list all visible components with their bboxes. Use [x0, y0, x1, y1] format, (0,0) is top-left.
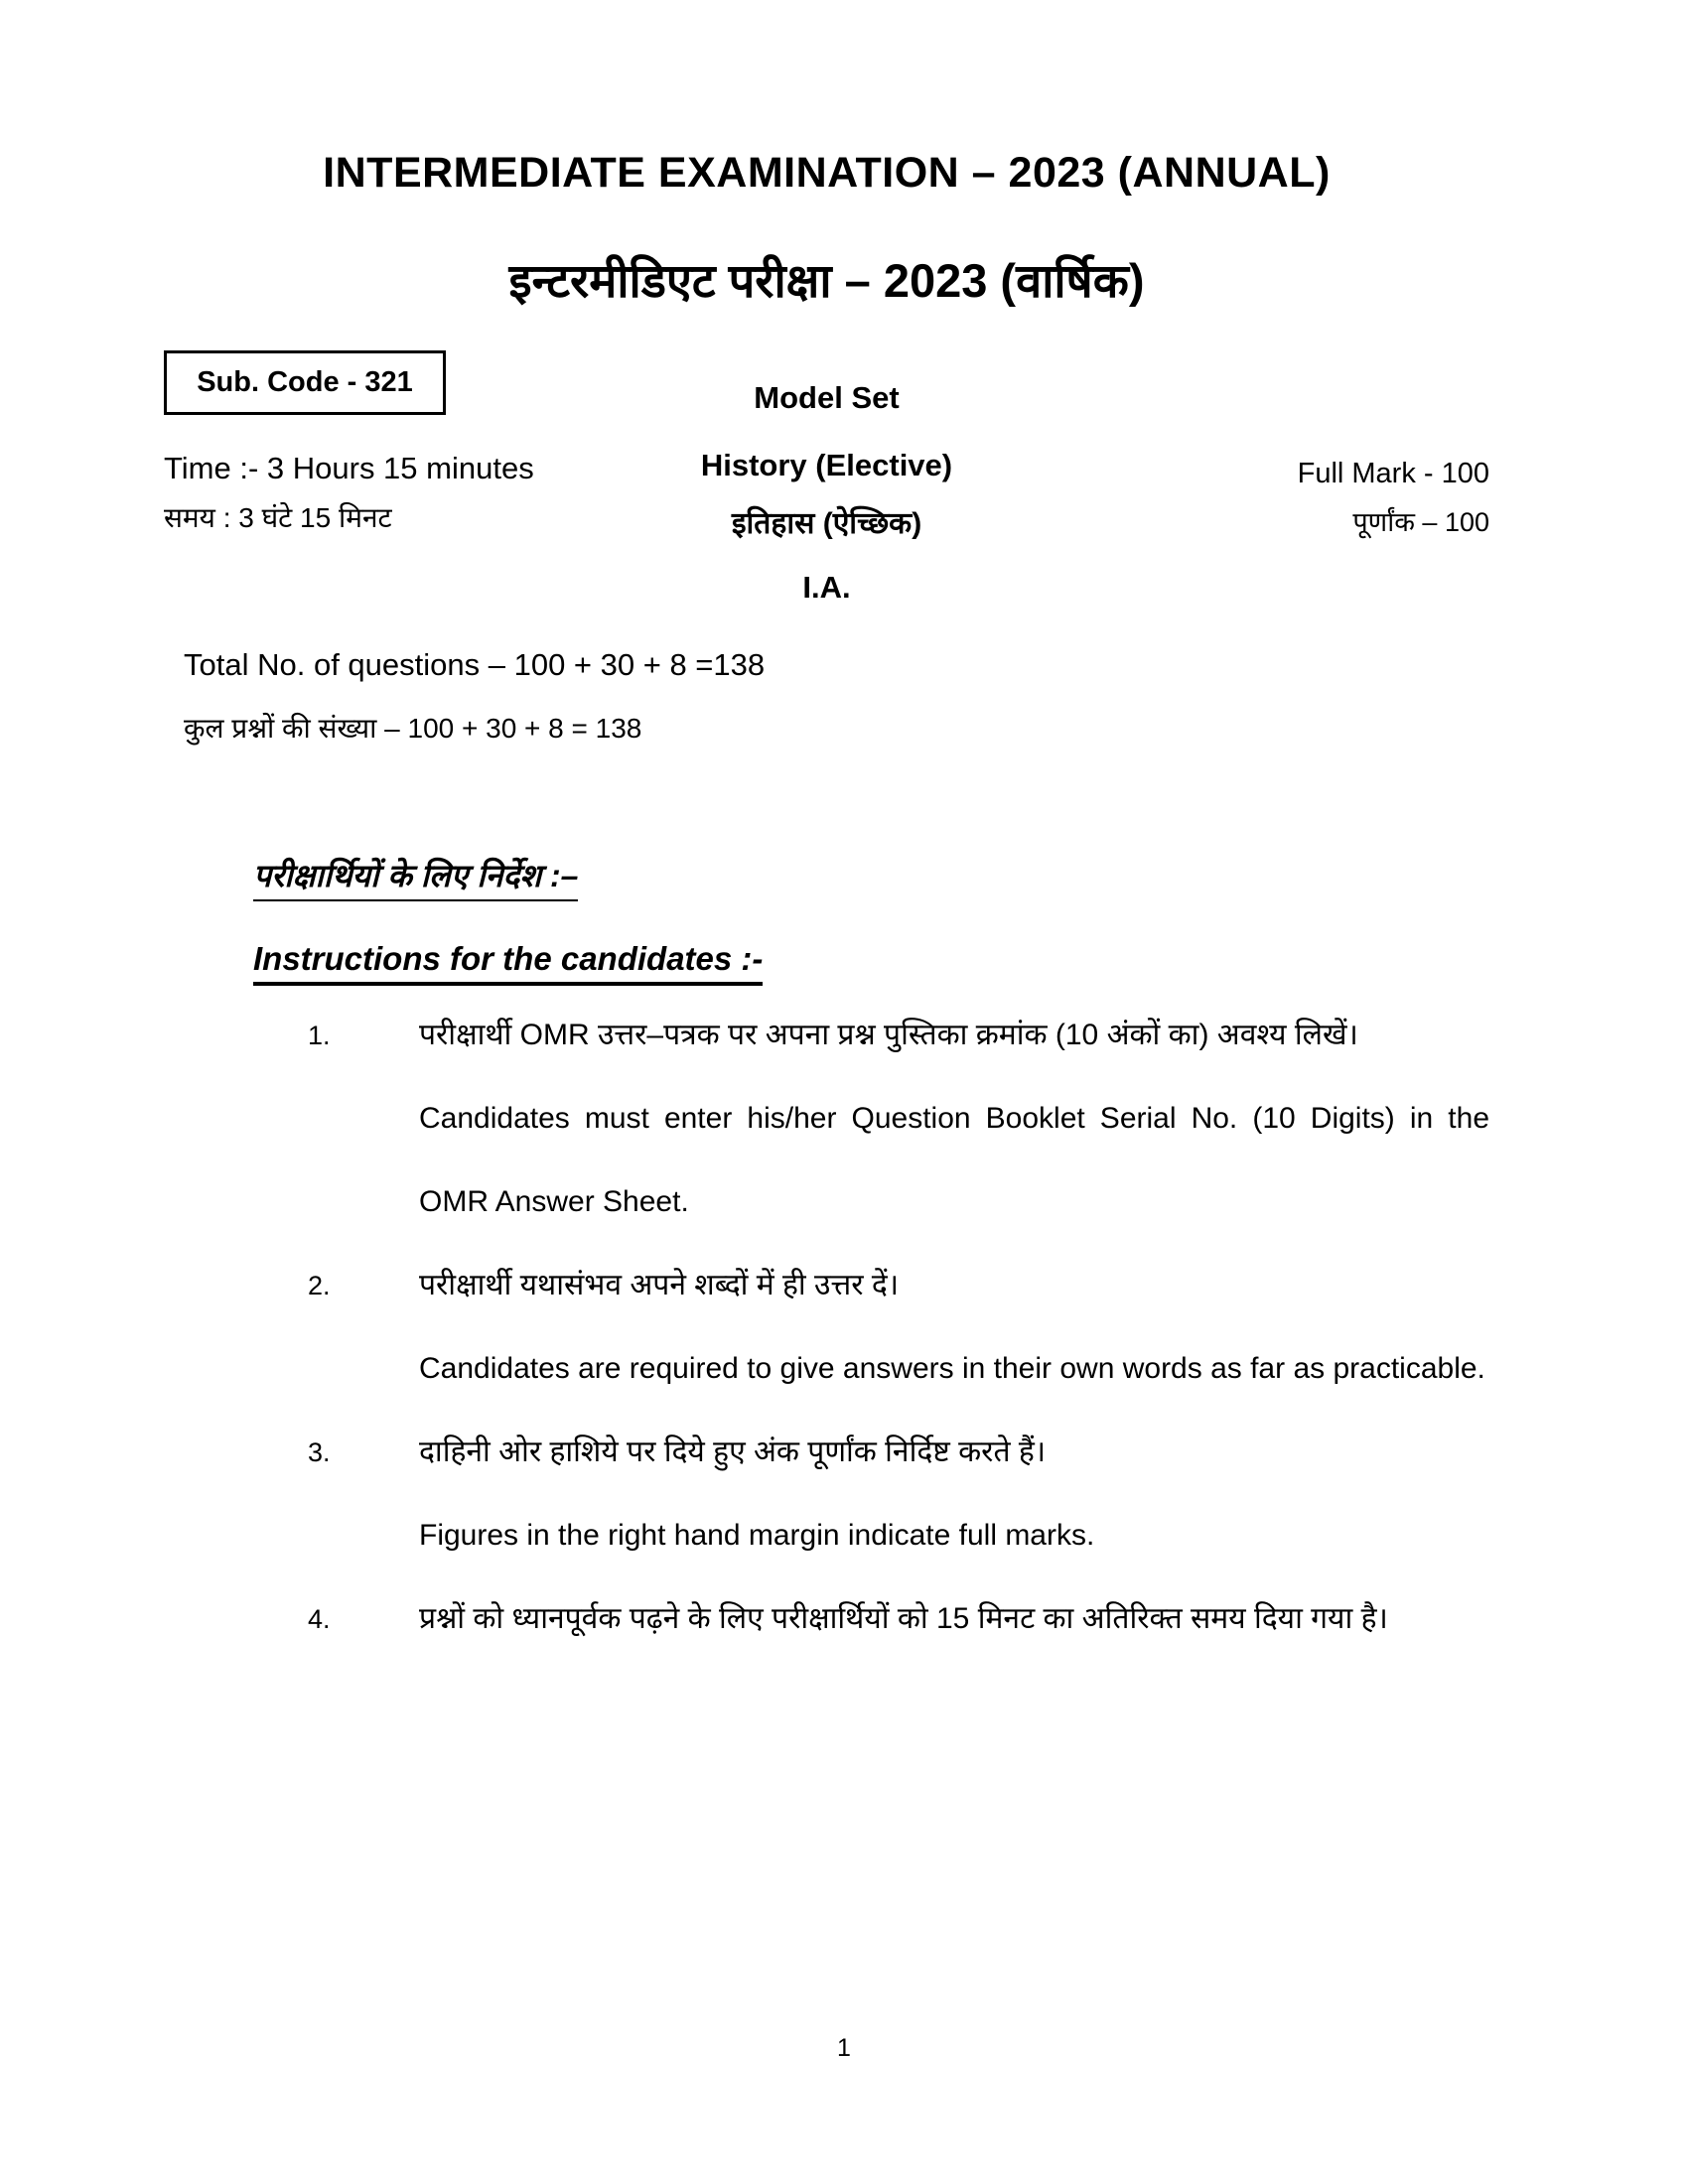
page-number: 1: [837, 2034, 851, 2062]
instruction-body: [419, 1577, 1489, 1661]
instructions-list: [164, 994, 1489, 1661]
exam-title-hindi: इन्टरमीडिएट परीक्षा – 2023 (वार्षिक): [508, 254, 1145, 307]
header-right-column: [1048, 350, 1489, 606]
subject-name-hindi: इतिहास (ऐच्छिक): [731, 507, 922, 540]
instructions-heading-hindi-text: परीक्षार्थियों के लिए निर्देश :–: [253, 858, 578, 901]
exam-title-english: INTERMEDIATE EXAMINATION – 2023 (ANNUAL): [323, 149, 1331, 197]
instruction-number: 3.: [308, 1437, 331, 1467]
full-mark-english: Full Mark - 100: [1297, 458, 1489, 489]
instruction-text-english: Candidates are required to give answers in their own words as far as practicable.: [419, 1352, 1485, 1385]
instructions-heading-english: [253, 940, 1489, 978]
instruction-item-3: [164, 1411, 1489, 1577]
model-set-label: Model Set: [754, 380, 900, 415]
instruction-text-hindi: प्रश्नों को ध्यानपूर्वक पढ़ने के लिए परीक्षार्थियों को 15 मिनट का अतिरिक्त समय दिया गया है।: [419, 1602, 1388, 1635]
instruction-text-hindi: परीक्षार्थी यथासंभव अपने शब्दों में ही उत्तर दें।: [419, 1269, 900, 1301]
instruction-body: [419, 1244, 1489, 1411]
time-allowed-english: Time :- 3 Hours 15 minutes: [164, 451, 534, 485]
instruction-number: 2.: [308, 1271, 331, 1300]
instruction-number: 4.: [308, 1604, 331, 1634]
total-questions-hindi: कुल प्रश्नों की संख्या – 100 + 30 + 8 = 138: [184, 713, 642, 744]
subject-code-label: Sub. Code - 321: [197, 366, 413, 398]
subject-name-english: History (Elective): [700, 448, 953, 482]
instructions-heading-hindi: [253, 854, 1489, 896]
header-left-column: [164, 350, 606, 606]
total-questions-english: Total No. of questions – 100 + 30 + 8 =138: [184, 647, 766, 682]
instruction-text-english: Figures in the right hand margin indicate full marks.: [419, 1519, 1095, 1552]
internal-assessment-label: I.A.: [802, 570, 851, 605]
time-allowed-hindi: समय : 3 घंटे 15 मिनट: [164, 502, 392, 533]
instruction-text-hindi: दाहिनी ओर हाशिये पर दिये हुए अंक पूर्णांक निर्दिष्ट करते हैं।: [419, 1435, 1047, 1468]
instructions-heading-english-text: Instructions for the candidates :-: [253, 940, 763, 986]
instruction-body: [419, 994, 1489, 1244]
header-center-column: [606, 350, 1048, 606]
instruction-text-english: Candidates must enter his/her Question Booklet Serial No. (10 Digits) in the OMR Answer Sheet.: [419, 1102, 1489, 1218]
instruction-text-hindi: परीक्षार्थी OMR उत्तर–पत्रक पर अपना प्रश्न पुस्तिका क्रमांक (10 अंकों का) अवश्य लिखें।: [419, 1019, 1358, 1051]
instruction-body: [419, 1411, 1489, 1577]
total-questions-block: [184, 647, 1489, 747]
subject-code-box: [164, 350, 446, 415]
instruction-item-1: [164, 994, 1489, 1244]
instruction-number: 1.: [308, 1021, 331, 1050]
full-mark-hindi: पूर्णांक – 100: [1352, 507, 1489, 537]
exam-header-grid: [164, 350, 1489, 606]
instruction-item-4: [164, 1577, 1489, 1661]
instruction-item-2: [164, 1244, 1489, 1411]
